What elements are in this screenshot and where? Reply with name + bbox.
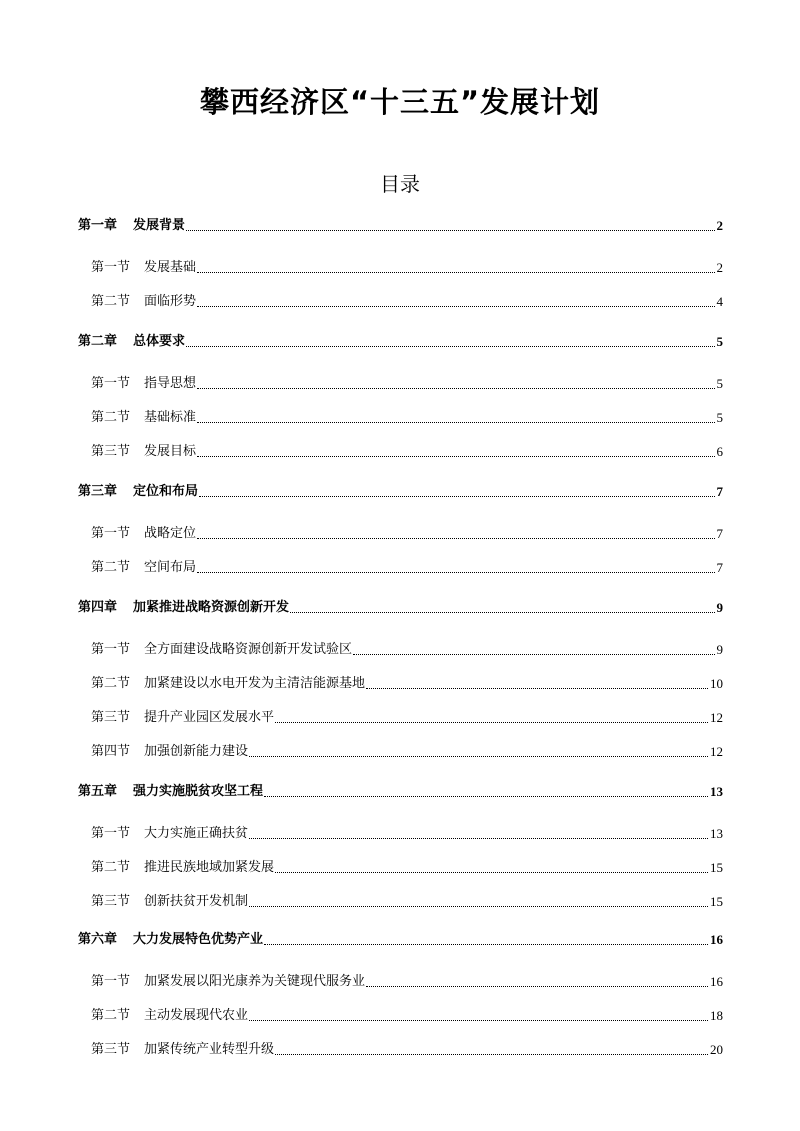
- toc-entry-title: 推进民族地域加紧发展: [144, 860, 275, 875]
- toc-dot-leader: [264, 795, 708, 797]
- toc-entry-page-number: 7: [716, 560, 723, 575]
- toc-entry-number: 第三章: [78, 484, 118, 499]
- toc-entry-title: 加紧推进战略资源创新开发: [133, 600, 290, 615]
- toc-section-entry[interactable]: [78, 1006, 723, 1026]
- toc-section-entry[interactable]: [78, 972, 723, 992]
- toc-entry-number: 第二章: [78, 334, 118, 349]
- toc-dot-leader: [197, 305, 714, 307]
- toc-entry-number: 第二节: [91, 676, 131, 691]
- toc-entry-number: 第二节: [91, 1008, 131, 1023]
- toc-section-entry[interactable]: [78, 824, 723, 844]
- toc-chapter-entry[interactable]: [78, 216, 723, 236]
- toc-entry-number: 第一节: [91, 376, 131, 391]
- toc-dot-leader: [197, 571, 714, 573]
- toc-dot-leader: [366, 985, 708, 987]
- toc-dot-leader: [290, 611, 714, 613]
- toc-section-entry[interactable]: [78, 408, 723, 428]
- toc-entry-title: 战略定位: [144, 526, 197, 541]
- toc-section-entry[interactable]: [78, 858, 723, 878]
- toc-entry-title: 总体要求: [133, 334, 186, 349]
- toc-entry-number: 第二节: [91, 560, 131, 575]
- toc-entry-page-number: 12: [710, 744, 723, 759]
- toc-chapter-entry[interactable]: [78, 598, 723, 618]
- toc-entry-page-number: 5: [716, 376, 723, 391]
- toc-entry-number: 第一节: [91, 826, 131, 841]
- toc-dot-leader: [197, 537, 714, 539]
- toc-entry-page-number: 6: [716, 444, 723, 459]
- toc-entry-page-number: 7: [716, 526, 723, 541]
- document-title: 攀西经济区“十三五”发展计划: [199, 85, 601, 119]
- toc-entry-page-number: 2: [716, 218, 723, 233]
- toc-entry-page-number: 4: [716, 294, 723, 309]
- toc-entry-number: 第一节: [91, 642, 131, 657]
- toc-entry-number: 第一节: [91, 260, 131, 275]
- toc-entry-title: 定位和布局: [133, 484, 199, 499]
- toc-dot-leader: [264, 943, 708, 945]
- toc-entry-page-number: 5: [716, 334, 723, 349]
- toc-entry-page-number: 9: [716, 600, 723, 615]
- toc-entry-number: 第一节: [91, 974, 131, 989]
- toc-dot-leader: [275, 721, 708, 723]
- toc-entry-number: 第二节: [91, 294, 131, 309]
- toc-dot-leader: [249, 1019, 708, 1021]
- toc-entry-title: 面临形势: [144, 294, 197, 309]
- toc-section-entry[interactable]: [78, 292, 723, 312]
- toc-dot-leader: [199, 495, 714, 497]
- toc-dot-leader: [275, 1053, 708, 1055]
- toc-entry-title: 大力发展特色优势产业: [133, 932, 264, 947]
- toc-entry-page-number: 12: [710, 710, 723, 725]
- toc-dot-leader: [249, 755, 708, 757]
- toc-dot-leader: [186, 229, 714, 231]
- toc-entry-number: 第三节: [91, 1042, 131, 1057]
- toc-chapter-entry[interactable]: [78, 930, 723, 950]
- toc-section-entry[interactable]: [78, 1040, 723, 1060]
- toc-entry-number: 第四章: [78, 600, 118, 615]
- toc-entry-title: 指导思想: [144, 376, 197, 391]
- toc-entry-page-number: 15: [710, 894, 723, 909]
- toc-entry-title: 基础标准: [144, 410, 197, 425]
- toc-entry-title: 发展基础: [144, 260, 197, 275]
- toc-entry-number: 第一节: [91, 526, 131, 541]
- toc-entry-page-number: 5: [716, 410, 723, 425]
- toc-dot-leader: [197, 455, 714, 457]
- toc-dot-leader: [275, 871, 708, 873]
- toc-chapter-entry[interactable]: [78, 332, 723, 352]
- toc-dot-leader: [186, 345, 714, 347]
- toc-entry-title: 主动发展现代农业: [144, 1008, 249, 1023]
- toc-section-entry[interactable]: [78, 892, 723, 912]
- toc-entry-title: 强力实施脱贫攻坚工程: [133, 784, 264, 799]
- toc-dot-leader: [197, 271, 714, 273]
- toc-entry-page-number: 15: [710, 860, 723, 875]
- toc-dot-leader: [249, 905, 708, 907]
- toc-entry-number: 第一章: [78, 218, 118, 233]
- toc-entry-number: 第二节: [91, 410, 131, 425]
- toc-section-entry[interactable]: [78, 258, 723, 278]
- toc-dot-leader: [197, 387, 714, 389]
- toc-dot-leader: [249, 837, 708, 839]
- toc-entry-title: 加紧发展以阳光康养为关键现代服务业: [144, 974, 366, 989]
- toc-section-entry[interactable]: [78, 742, 723, 762]
- toc-entry-page-number: 2: [716, 260, 723, 275]
- toc-entry-page-number: 18: [710, 1008, 723, 1023]
- toc-entry-page-number: 16: [710, 974, 723, 989]
- toc-section-entry[interactable]: [78, 708, 723, 728]
- toc-section-entry[interactable]: [78, 374, 723, 394]
- toc-entry-number: 第四节: [91, 744, 131, 759]
- toc-heading: 目录: [380, 172, 420, 196]
- toc-entry-page-number: 13: [710, 826, 723, 841]
- toc-entry-page-number: 16: [710, 932, 723, 947]
- toc-entry-title: 加紧传统产业转型升级: [144, 1042, 275, 1057]
- toc-entry-page-number: 9: [716, 642, 723, 657]
- toc-section-entry[interactable]: [78, 524, 723, 544]
- toc-dot-leader: [366, 687, 708, 689]
- toc-entry-title: 加紧建设以水电开发为主清洁能源基地: [144, 676, 366, 691]
- toc-dot-leader: [197, 421, 714, 423]
- toc-entry-title: 发展目标: [144, 444, 197, 459]
- toc-entry-number: 第三节: [91, 710, 131, 725]
- toc-section-entry[interactable]: [78, 674, 723, 694]
- toc-entry-title: 加强创新能力建设: [144, 744, 249, 759]
- toc-section-entry[interactable]: [78, 442, 723, 462]
- toc-chapter-entry[interactable]: [78, 782, 723, 802]
- toc-entry-title: 发展背景: [133, 218, 186, 233]
- toc-entry-page-number: 13: [710, 784, 723, 799]
- toc-entry-number: 第三节: [91, 444, 131, 459]
- toc-entry-number: 第五章: [78, 784, 118, 799]
- toc-entry-page-number: 7: [716, 484, 723, 499]
- toc-entry-page-number: 20: [710, 1042, 723, 1057]
- toc-dot-leader: [353, 653, 714, 655]
- toc-entry-number: 第三节: [91, 894, 131, 909]
- toc-entry-page-number: 10: [710, 676, 723, 691]
- toc-section-entry[interactable]: [78, 640, 723, 660]
- toc-entry-number: 第二节: [91, 860, 131, 875]
- toc-entry-title: 大力实施正确扶贫: [144, 826, 249, 841]
- toc-entry-number: 第六章: [78, 932, 118, 947]
- toc-entry-title: 全方面建设战略资源创新开发试验区: [144, 642, 353, 657]
- toc-section-entry[interactable]: [78, 558, 723, 578]
- toc-chapter-entry[interactable]: [78, 482, 723, 502]
- toc-entry-title: 创新扶贫开发机制: [144, 894, 249, 909]
- toc-entry-title: 提升产业园区发展水平: [144, 710, 275, 725]
- toc-entry-title: 空间布局: [144, 560, 197, 575]
